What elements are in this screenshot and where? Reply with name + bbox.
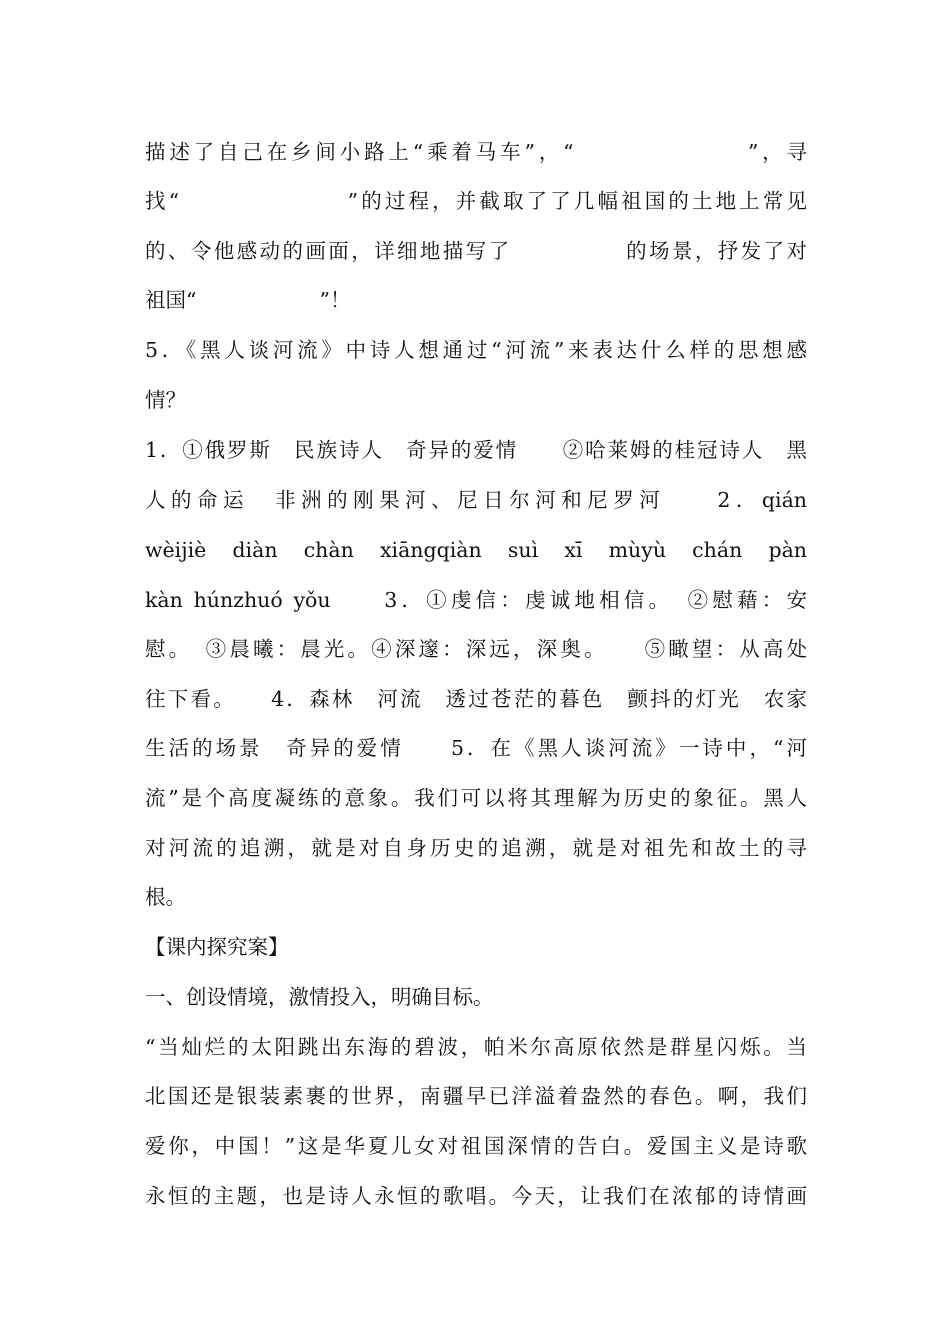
- body-line: 北国还是银装素裹的世界，南疆早已洋溢着盎然的春色。啊，我们: [145, 1084, 807, 1108]
- answer-line: 慰。 ③晨曦：晨光。④深邃：深远，深奥。 ⑤瞰望：从高处: [145, 637, 807, 661]
- answer-line: 流”是个高度凝练的意象。我们可以将其理解为历史的象征。黑人: [145, 786, 807, 810]
- question-line: 情？: [145, 388, 186, 412]
- answer-line: kàn húnzhuó yǒu 3．①虔信：虔诚地相信。 ②慰藉：安: [145, 588, 807, 612]
- answer-line: 根。: [145, 885, 186, 909]
- text-line: 的、令他感动的画面，详细地描写了 的场景，抒发了对: [145, 239, 807, 263]
- answer-line: 1．①俄罗斯 民族诗人 奇异的爱情 ②哈莱姆的桂冠诗人 黑: [145, 438, 807, 462]
- answer-line: 对河流的追溯，就是对自身历史的追溯，就是对祖先和故土的寻: [145, 836, 807, 860]
- body-line: 爱你，中国！”这是华夏儿女对祖国深情的告白。爱国主义是诗歌: [145, 1134, 807, 1158]
- text-line: 描述了自己在乡间小路上“乘着马车”，“ ”，寻: [145, 140, 807, 164]
- answer-line: 往下看。 4．森林 河流 透过苍茫的暮色 颤抖的灯光 农家: [145, 687, 807, 711]
- subsection-heading: 一、创设情境，激情投入，明确目标。: [145, 985, 494, 1009]
- pinyin-line: wèijiè diàn chàn xiāngqiàn suì xī mùyù chán pàn: [145, 538, 807, 562]
- body-line: 永恒的主题，也是诗人永恒的歌唱。今天，让我们在浓郁的诗情画: [145, 1184, 807, 1208]
- body-line: “当灿烂的太阳跳出东海的碧波，帕米尔高原依然是群星闪烁。当: [145, 1035, 807, 1059]
- question-line: 5．《黑人谈河流》中诗人想通过“河流”来表达什么样的思想感: [145, 338, 807, 362]
- answer-line: 生活的场景 奇异的爱情 5．在《黑人谈河流》一诗中，“河: [145, 736, 807, 760]
- text-line: 祖国“ ”！: [145, 288, 351, 312]
- answer-line: 人的命运 非洲的刚果河、尼日尔河和尼罗河 2．qián: [145, 488, 807, 512]
- text-line: 找“ ”的过程，并截取了了几幅祖国的土地上常见: [145, 189, 807, 213]
- section-heading: 【课内探究案】: [145, 935, 289, 959]
